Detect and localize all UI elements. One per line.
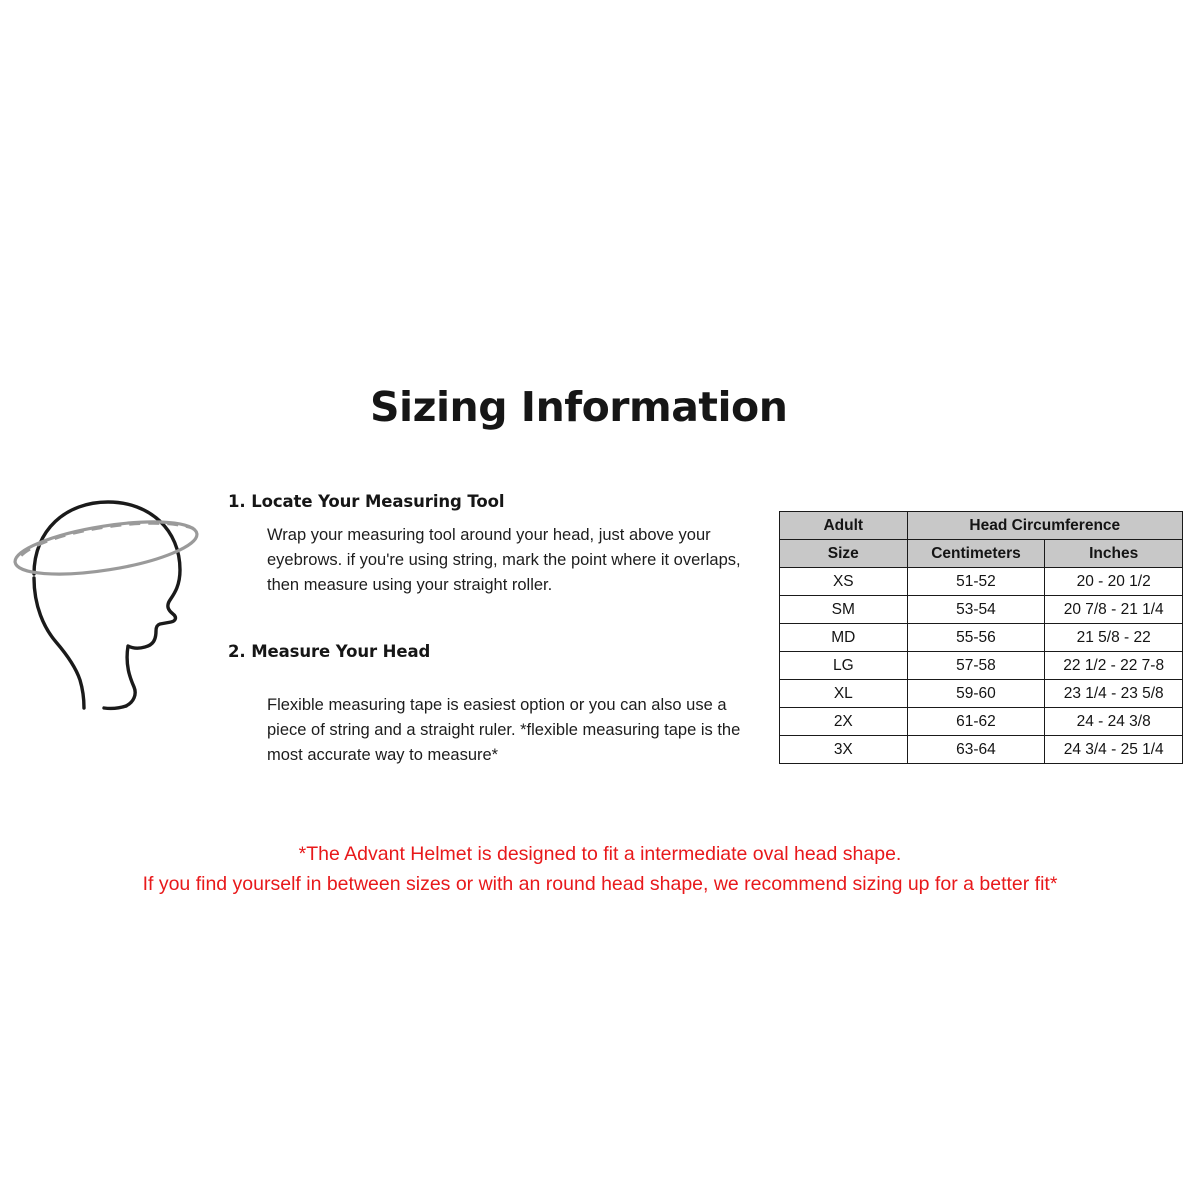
cell-inches: 24 - 24 3/8: [1045, 708, 1183, 736]
cell-inches: 20 - 20 1/2: [1045, 568, 1183, 596]
table-row: [780, 596, 1183, 624]
cell-inches: 22 1/2 - 22 7-8: [1045, 652, 1183, 680]
header-head-circumference: Head Circumference: [907, 512, 1182, 540]
header-size: Size: [780, 540, 908, 568]
table-row: [780, 736, 1183, 764]
cell-size: 2X: [780, 708, 908, 736]
fit-disclaimer-line-2: If you find yourself in between sizes or with an round head shape, we recommend sizing up for a better fit*: [142, 872, 1058, 895]
header-inches: Inches: [1045, 540, 1183, 568]
step-2-heading: 2. Measure Your Head: [228, 642, 431, 662]
cell-inches: 21 5/8 - 22: [1045, 624, 1183, 652]
cell-centimeters: 61-62: [907, 708, 1045, 736]
cell-size: XS: [780, 568, 908, 596]
cell-size: LG: [780, 652, 908, 680]
cell-inches: 20 7/8 - 21 1/4: [1045, 596, 1183, 624]
measuring-instructions: [228, 492, 748, 768]
cell-centimeters: 59-60: [907, 680, 1045, 708]
table-row: [780, 708, 1183, 736]
step-1-body: Wrap your measuring tool around your head, just above your eyebrows. if you're using string, mark the point where it overlaps, then measure using your straight roller.: [267, 526, 741, 595]
table-row: [780, 568, 1183, 596]
page-title: Sizing Information: [370, 383, 788, 431]
cell-size: SM: [780, 596, 908, 624]
header-adult: Adult: [780, 512, 908, 540]
table-row: [780, 624, 1183, 652]
cell-size: 3X: [780, 736, 908, 764]
cell-size: XL: [780, 680, 908, 708]
cell-centimeters: 51-52: [907, 568, 1045, 596]
table-group-header-row: [780, 512, 1183, 540]
cell-centimeters: 55-56: [907, 624, 1045, 652]
step-1-heading: 1. Locate Your Measuring Tool: [228, 492, 505, 511]
size-chart-table: [779, 511, 1183, 764]
table-column-header-row: [780, 540, 1183, 568]
step-2-body: Flexible measuring tape is easiest option or you can also use a piece of string and a straight ruler. *flexible measuring tape is the most accurate way to measure*: [267, 696, 741, 765]
cell-inches: 23 1/4 - 23 5/8: [1045, 680, 1183, 708]
fit-disclaimer-line-1: *The Advant Helmet is designed to fit a intermediate oval head shape.: [298, 843, 902, 865]
cell-centimeters: 63-64: [907, 736, 1045, 764]
header-centimeters: Centimeters: [907, 540, 1045, 568]
cell-centimeters: 57-58: [907, 652, 1045, 680]
table-row: [780, 680, 1183, 708]
cell-inches: 24 3/4 - 25 1/4: [1045, 736, 1183, 764]
cell-size: MD: [780, 624, 908, 652]
table-row: [780, 652, 1183, 680]
head-profile-illustration: [8, 482, 223, 712]
fit-disclaimer: [0, 840, 1200, 899]
cell-centimeters: 53-54: [907, 596, 1045, 624]
